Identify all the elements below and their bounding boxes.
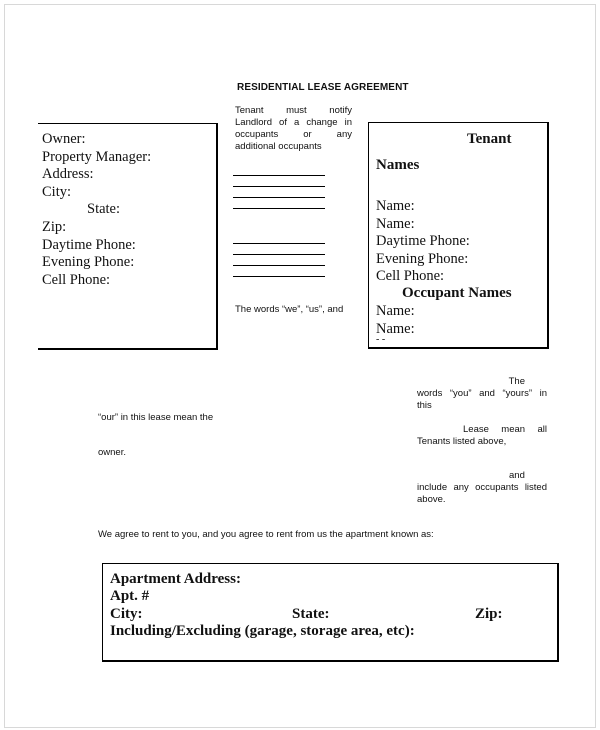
occupant-name-label: Name: — [376, 303, 415, 319]
property-manager-label: Property Manager: — [42, 148, 152, 165]
notice-line: occupants or any — [235, 129, 352, 140]
notice-line: Tenant must notify — [235, 105, 352, 116]
tenant-cell-phone-label: Cell Phone: — [376, 268, 445, 285]
you-words-line: this — [417, 400, 432, 411]
owner-label: Owner: — [42, 131, 86, 147]
zip-label: Zip: — [42, 218, 67, 235]
you-words-paragraph — [417, 376, 547, 412]
lease-mean-paragraph — [417, 424, 547, 448]
notice-line: Landlord of a change in — [235, 117, 352, 128]
evening-phone-label: Evening Phone: — [42, 254, 135, 271]
occupant-name-label: Name: — [376, 320, 415, 337]
and-word: and — [509, 470, 525, 481]
tenant-fields — [376, 198, 470, 286]
you-words-line: words “you” and “yours” in — [417, 388, 547, 399]
tenant-name-label: Name: — [376, 198, 415, 214]
clipped-text: - - — [376, 335, 386, 341]
names-heading: Names — [376, 157, 420, 173]
state-label: State: — [87, 201, 121, 218]
blank-line[interactable] — [233, 208, 325, 209]
blank-line[interactable] — [233, 276, 325, 277]
tenant-evening-phone-label: Evening Phone: — [376, 250, 469, 267]
notice-text — [235, 105, 352, 153]
blank-line[interactable] — [233, 175, 325, 176]
tenant-heading: Tenant — [467, 131, 512, 147]
document-title: RESIDENTIAL LEASE AGREEMENT — [237, 82, 409, 93]
occupant-names-heading: Occupant Names — [402, 285, 512, 301]
cell-phone-label: Cell Phone: — [42, 271, 111, 288]
we-words-text: The words “we”, “us”, and — [235, 304, 344, 315]
you-words-line: The — [508, 376, 525, 387]
our-words-text: “our” in this lease mean the — [98, 412, 214, 423]
occupants-line: include any occupants listed — [417, 482, 547, 493]
notice-line: additional occupants — [235, 141, 322, 152]
apartment-address-label: Apartment Address: — [110, 571, 241, 587]
lease-mean-line: Tenants listed above, — [417, 436, 507, 447]
blank-line[interactable] — [233, 254, 325, 255]
including-excluding-label: Including/Excluding (garage, storage area, etc): — [110, 623, 415, 639]
occupant-fields — [376, 303, 415, 338]
owner-word-text: owner. — [98, 447, 126, 458]
address-state-label: State: — [292, 606, 330, 622]
lease-mean-line: Lease mean all — [463, 424, 547, 435]
occupants-paragraph — [417, 482, 547, 506]
daytime-phone-label: Daytime Phone: — [42, 236, 136, 253]
city-label: City: — [42, 183, 72, 200]
occupants-line: above. — [417, 494, 446, 505]
blank-line[interactable] — [233, 197, 325, 198]
tenant-name-label: Name: — [376, 215, 415, 232]
tenant-daytime-phone-label: Daytime Phone: — [376, 233, 470, 250]
address-zip-label: Zip: — [475, 606, 503, 622]
apt-number-label: Apt. # — [110, 588, 150, 604]
owner-fields — [42, 131, 151, 289]
blank-line[interactable] — [233, 243, 325, 244]
blank-line[interactable] — [233, 265, 325, 266]
blank-line[interactable] — [233, 186, 325, 187]
address-city-label: City: — [110, 606, 143, 622]
address-label: Address: — [42, 166, 94, 183]
agreement-sentence: We agree to rent to you, and you agree to rent from us the apartment known as: — [98, 529, 434, 540]
